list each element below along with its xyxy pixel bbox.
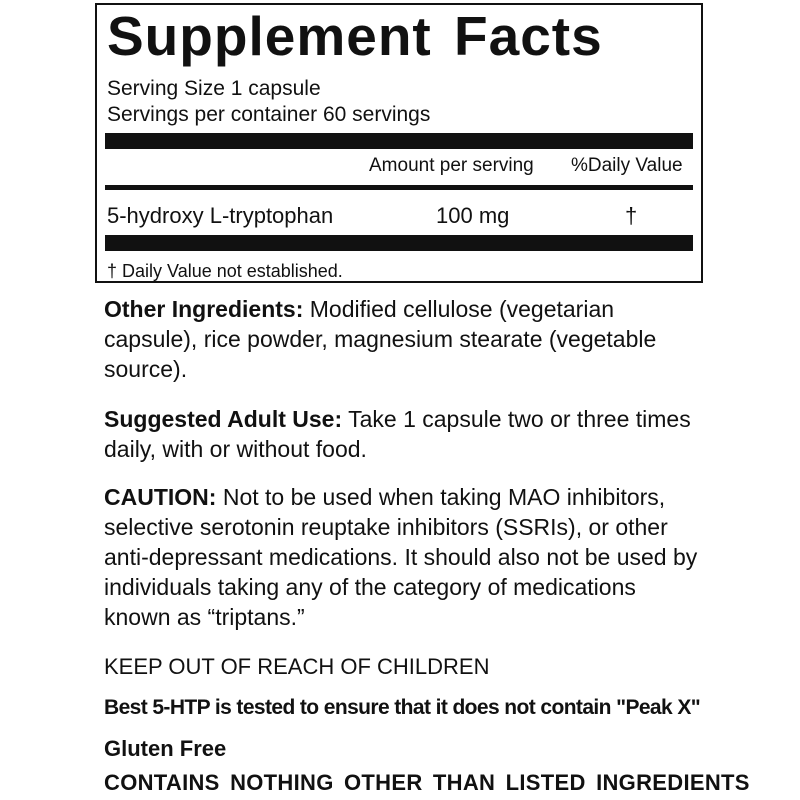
servings-per-container: Servings per container 60 servings (107, 103, 431, 126)
daily-value-footnote: † Daily Value not established. (107, 261, 343, 281)
caution-text: Not to be used when taking MAO inhibitors, selective serotonin reuptake inhibitors (SSRIs), or other anti-depressant medications. It should also not be used by individuals taking any of the category of medications known as “triptans.” (104, 484, 698, 630)
other-ingredients-label: Other Ingredients: (104, 296, 304, 322)
other-ingredients-text: Modified cellulose (vegetarian capsule), rice powder, magnesium stearate (vegetable source). (104, 296, 657, 382)
thick-divider-bottom (105, 235, 693, 251)
facts-title: Supplement Facts (107, 5, 603, 67)
suggested-use-text: Take 1 capsule two or three times daily, with or without food. (104, 406, 691, 462)
suggested-use-label: Suggested Adult Use: (104, 406, 343, 432)
thin-divider (105, 185, 693, 190)
ingredient-amount: 100 mg (436, 203, 510, 228)
ingredient-name: 5-hydroxy L-tryptophan (107, 203, 334, 228)
contains-nothing-other: CONTAINS NOTHING OTHER THAN LISTED INGREDIENTS (104, 770, 750, 795)
ingredient-daily-value: † (625, 203, 638, 228)
other-ingredients (104, 294, 702, 384)
caution-label: CAUTION: (104, 484, 217, 510)
keep-out-of-reach: KEEP OUT OF REACH OF CHILDREN (104, 654, 490, 679)
peak-x-tested: Best 5-HTP is tested to ensure that it does not contain "Peak X" (104, 696, 701, 719)
thick-divider-top (105, 133, 693, 149)
suggested-use (104, 404, 702, 464)
gluten-free: Gluten Free (104, 736, 227, 761)
daily-value-header: %Daily Value (571, 155, 683, 176)
serving-size: Serving Size 1 capsule (107, 77, 321, 100)
amount-per-serving-header: Amount per serving (369, 155, 534, 176)
caution (104, 482, 702, 632)
supplement-facts-panel (95, 3, 703, 283)
